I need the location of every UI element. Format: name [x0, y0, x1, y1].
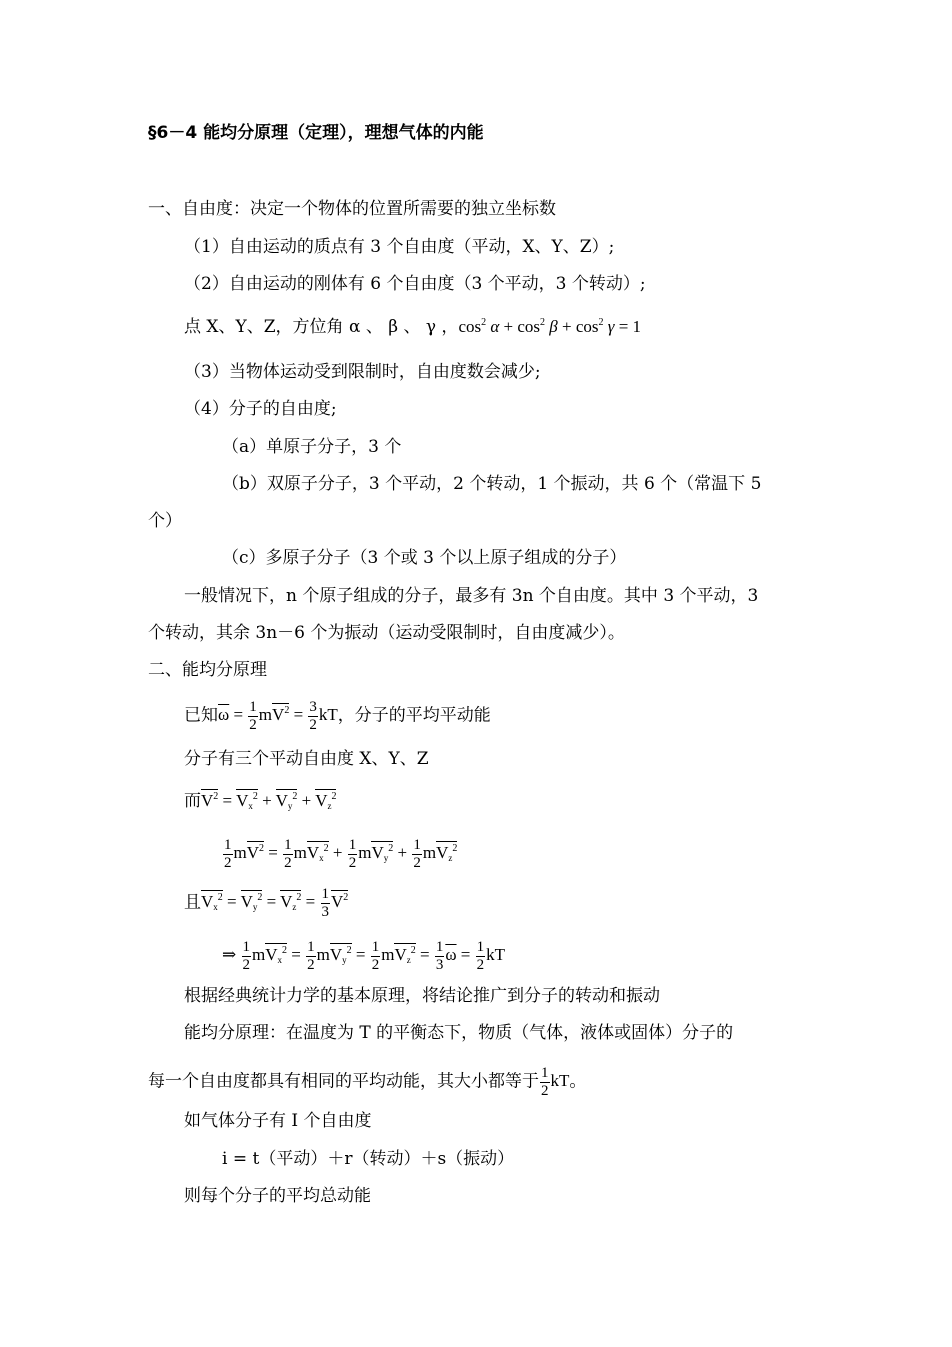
- known-equation-line: [184, 700, 491, 733]
- section-2-heading: 二、能均分原理: [148, 660, 267, 680]
- if-gas-line: 如气体分子有 I 个自由度: [184, 1111, 372, 1131]
- principle-line-2-suffix: 。: [569, 1071, 587, 1092]
- then-line: 则每个分子的平均总动能: [184, 1186, 371, 1206]
- direction-cosine-line: [184, 316, 641, 338]
- velocity-sum-line: [184, 790, 336, 812]
- half-kt: $\frac{1}{2}$ kT: [541, 1065, 570, 1099]
- item-3: （3）当物体运动受到限制时，自由度数会减少;: [184, 362, 541, 382]
- section-1-heading: 一、自由度：决定一个物体的位置所需要的独立坐标数: [148, 199, 556, 219]
- item-2: （2）自由运动的刚体有 6 个自由度（3 个平动，3 个转动）;: [184, 274, 646, 294]
- sub-item-b-line1: （b）双原子分子，3 个平动，2 个转动，1 个振动，共 6 个（常温下 5: [222, 474, 762, 494]
- sub-item-b-line2: 个）: [148, 511, 182, 531]
- energy-split-equation: $\frac{1}{2}$ $mV^2$ = $\frac{1}{2}$ $mV_x^2$ + $\frac{1}{2}$ $mV_y^2$ + $\frac{1}{2}$ $mV_z^2$: [224, 837, 458, 871]
- known-prefix: 已知: [184, 705, 218, 726]
- known-suffix: ，分子的平均平动能: [337, 705, 491, 726]
- also-prefix: 且: [184, 892, 201, 913]
- page-title: §6－4 能均分原理（定理），理想气体的内能: [148, 123, 484, 143]
- principle-line-2-prefix: 每一个自由度都具有相同的平均动能，其大小都等于: [148, 1071, 539, 1092]
- velocity-sum-equation: $V^2 = V_x^2 + V_y^2 + V_z^2$: [201, 791, 337, 811]
- equal-components-line: [184, 887, 348, 920]
- direction-cosine-equation: $\cos^2 \alpha + \cos^2 \beta + \cos^2 \gamma = 1$: [458, 317, 642, 336]
- and-prefix: 而: [184, 791, 201, 811]
- point-text: 点 X、Y、Z，方位角 α 、 β 、 γ ，: [184, 317, 459, 337]
- mean-kinetic-energy-equation: $\overline{\omega}$ = $\frac{1}{2}$ $mV^2$ = $\frac{3}{2}$ kT: [218, 699, 338, 733]
- i-formula-line: i = t（平动）＋r（转动）＋s（振动）: [222, 1149, 515, 1169]
- three-dof-line: 分子有三个平动自由度 X、Y、Z: [184, 749, 429, 769]
- result-line: [222, 940, 505, 973]
- sub-item-a: （a）单原子分子，3 个: [222, 437, 402, 457]
- equal-components-equation: $V_x^2 = V_y^2 = V_z^2$ = $\frac{1}{3}$ $V^2$: [201, 886, 349, 920]
- item-1: （1）自由运动的质点有 3 个自由度（平动，X、Y、Z）;: [184, 237, 615, 257]
- generalize-line: 根据经典统计力学的基本原理，将结论推广到分子的转动和振动: [184, 986, 660, 1006]
- item-4: （4）分子的自由度;: [184, 399, 337, 419]
- principle-line-2: [148, 1066, 586, 1099]
- general-line-1: 一般情况下，n 个原子组成的分子，最多有 3n 个自由度。其中 3 个平动，3: [184, 586, 759, 606]
- sub-item-c: （c）多原子分子（3 个或 3 个以上原子组成的分子）: [222, 548, 627, 568]
- general-line-2: 个转动，其余 3n－6 个为振动（运动受限制时，自由度减少）。: [148, 623, 625, 643]
- result-equation: ⇒ $\frac{1}{2}$ $mV_x^2$ = $\frac{1}{2}$ $mV_y^2$ = $\frac{1}{2}$ $mV_z^2$ = $\frac{1}{3}$ $\overline{\omega}$ = $\frac{1}{2}$ kT: [222, 939, 506, 973]
- principle-line-1: 能均分原理：在温度为 T 的平衡态下，物质（气体，液体或固体）分子的: [184, 1023, 734, 1043]
- energy-split-line: [222, 838, 457, 871]
